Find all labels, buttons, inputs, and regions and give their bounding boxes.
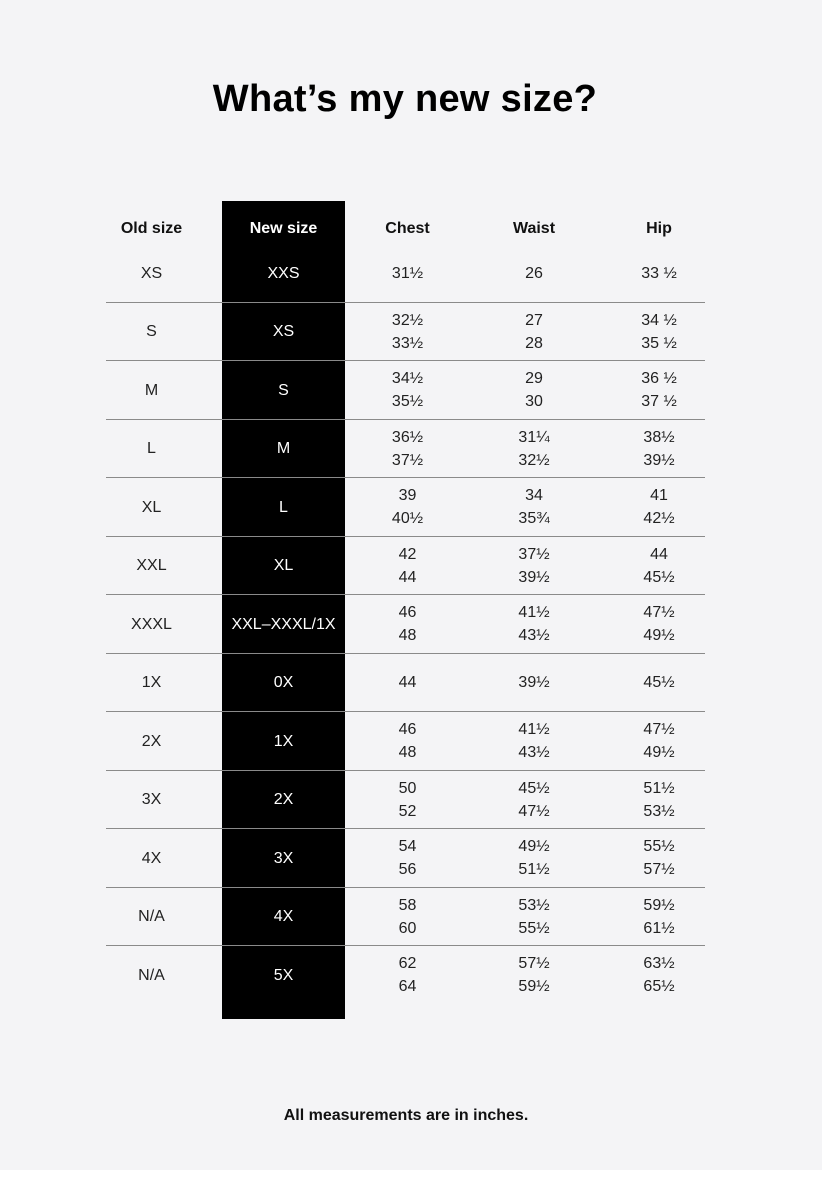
footer-note: All measurements are in inches. [283, 1107, 529, 1124]
hip-cell [600, 654, 718, 712]
new-size-cell [222, 771, 345, 829]
table-row [0, 946, 822, 1004]
old-size-cell [95, 303, 208, 361]
chest-cell [350, 888, 465, 946]
chest-cell-line: 32½ [391, 311, 424, 329]
new-size-cell-value: XS [272, 323, 295, 340]
waist-cell [474, 478, 594, 536]
hip-cell-line: 51½ [643, 779, 675, 797]
hip-cell-line: 53½ [643, 802, 675, 820]
hip-cell-line: 34 ½ [641, 311, 677, 329]
new-size-cell [222, 829, 345, 887]
hip-cell-line: 36 ½ [641, 370, 677, 387]
new-size-cell [222, 654, 345, 712]
hip-cell-line: 65½ [643, 978, 675, 995]
waist-cell [474, 244, 594, 302]
hip-cell-line: 61½ [643, 919, 675, 937]
hip-cell-line: 37 ½ [641, 393, 677, 410]
waist-cell-line: 41½ [518, 604, 550, 621]
chest-cell [350, 712, 465, 770]
waist-cell-line: 47½ [518, 802, 550, 820]
waist-cell-line: 53½ [518, 896, 550, 914]
new-size-cell-value: XXL–XXXL/1X [231, 615, 336, 633]
hip-cell-line: 35 ½ [641, 334, 677, 352]
old-size-cell [95, 420, 208, 478]
new-size-cell-value: 2X [273, 791, 294, 808]
chest-cell [350, 303, 465, 361]
waist-cell-line: 30 [525, 393, 543, 410]
new-size-cell [222, 888, 345, 946]
old-size-cell [95, 829, 208, 887]
new-size-cell-value: 4X [273, 908, 294, 925]
page-title: What’s my new size? [212, 78, 598, 120]
waist-cell [474, 595, 594, 653]
hip-cell-line: 39½ [643, 451, 675, 469]
chest-cell-line: 60 [398, 919, 417, 937]
hip-cell-line: 33 ½ [641, 264, 677, 282]
old-size-cell-value: 1X [141, 674, 162, 691]
chest-cell-line: 39 [398, 487, 417, 504]
new-size-cell [222, 478, 345, 536]
chest-cell [350, 771, 465, 829]
new-size-cell [222, 946, 345, 1004]
old-size-cell [95, 654, 208, 712]
new-size-cell [222, 712, 345, 770]
table-row [0, 361, 822, 419]
hip-cell [600, 771, 718, 829]
old-size-cell-value: XL [141, 498, 162, 516]
old-size-cell [95, 478, 208, 536]
waist-cell-line: 39½ [518, 568, 550, 586]
hip-cell [600, 244, 718, 302]
hip-cell [600, 712, 718, 770]
hip-cell [600, 946, 718, 1004]
hip-cell-line: 49½ [643, 744, 675, 761]
waist-cell-line: 41½ [518, 721, 550, 738]
new-size-cell-value: L [279, 498, 288, 516]
new-size-cell [222, 361, 345, 419]
old-size-cell [95, 244, 208, 302]
old-size-cell-value: N/A [138, 966, 165, 984]
chest-cell-line: 46 [398, 721, 417, 738]
new-size-cell [222, 420, 345, 478]
new-size-cell-value: 5X [273, 966, 294, 984]
hip-cell-line: 47½ [643, 721, 675, 738]
chest-cell-line: 44 [398, 674, 417, 691]
hip-cell-line: 47½ [643, 604, 675, 621]
waist-cell-line: 34 [525, 487, 543, 504]
chest-cell [350, 654, 465, 712]
old-size-cell-value: XS [140, 264, 163, 282]
old-size-cell [95, 537, 208, 595]
waist-cell-line: 39½ [518, 674, 550, 691]
chest-cell-line: 33½ [391, 334, 424, 352]
header-new-size: New size [249, 220, 318, 237]
waist-cell-line: 43½ [518, 627, 550, 644]
hip-cell [600, 829, 718, 887]
hip-cell-line: 59½ [643, 896, 675, 914]
chest-cell-line: 56 [398, 861, 417, 878]
hip-cell-line: 63½ [643, 955, 675, 972]
hip-cell-line: 57½ [643, 861, 675, 878]
new-size-cell-value: 1X [273, 732, 294, 750]
waist-cell [474, 420, 594, 478]
hip-cell [600, 537, 718, 595]
table-row [0, 537, 822, 595]
table-row [0, 888, 822, 946]
table-row [0, 244, 822, 302]
new-size-cell-value: XXS [267, 264, 300, 282]
chest-cell-line: 48 [398, 744, 417, 761]
new-size-cell [222, 303, 345, 361]
chest-cell-line: 52 [398, 802, 417, 820]
hip-cell [600, 888, 718, 946]
header-old-size: Old size [120, 220, 183, 237]
hip-cell-line: 55½ [643, 838, 675, 855]
waist-cell [474, 361, 594, 419]
waist-cell [474, 888, 594, 946]
chest-cell [350, 946, 465, 1004]
chest-cell-line: 44 [398, 568, 417, 586]
table-row [0, 478, 822, 536]
waist-cell [474, 946, 594, 1004]
waist-cell-line: 43½ [518, 744, 550, 761]
new-size-cell [222, 244, 345, 302]
hip-cell-line: 41 [650, 487, 668, 504]
old-size-cell [95, 946, 208, 1004]
old-size-cell-value: 2X [141, 732, 162, 750]
table-row [0, 303, 822, 361]
chest-cell-line: 36½ [391, 428, 424, 446]
new-size-cell-value: 0X [273, 674, 294, 691]
chest-cell-line: 50 [398, 779, 417, 797]
chest-cell-line: 31½ [391, 264, 424, 282]
old-size-cell-value: XXL [136, 557, 167, 574]
new-size-cell-value: XL [273, 557, 294, 574]
new-size-cell [222, 537, 345, 595]
waist-cell [474, 829, 594, 887]
waist-cell-line: 55½ [518, 919, 550, 937]
old-size-cell-value: 3X [141, 791, 162, 808]
waist-cell [474, 712, 594, 770]
waist-cell-line: 35¾ [518, 510, 550, 527]
waist-cell-line: 32½ [518, 451, 550, 469]
old-size-cell [95, 712, 208, 770]
chest-cell-line: 64 [398, 978, 417, 995]
old-size-cell-value: N/A [138, 908, 165, 925]
waist-cell-line: 51½ [518, 861, 550, 878]
new-size-cell-value: S [278, 381, 289, 399]
waist-cell-line: 31¼ [518, 428, 550, 446]
waist-cell [474, 654, 594, 712]
old-size-cell-value: L [147, 440, 156, 457]
new-size-cell-value: M [276, 440, 291, 457]
new-size-cell [222, 595, 345, 653]
waist-cell-line: 57½ [518, 955, 550, 972]
chest-cell-line: 35½ [391, 393, 424, 410]
waist-cell-line: 49½ [518, 838, 550, 855]
chest-cell-line: 37½ [391, 451, 424, 469]
hip-cell-line: 45½ [643, 568, 675, 586]
chest-cell-line: 42 [398, 545, 417, 563]
old-size-cell [95, 771, 208, 829]
hip-cell-line: 42½ [643, 510, 675, 527]
chest-cell [350, 537, 465, 595]
hip-cell [600, 303, 718, 361]
hip-cell [600, 595, 718, 653]
hip-cell-line: 49½ [643, 627, 675, 644]
header-waist: Waist [512, 220, 556, 237]
header-hip: Hip [646, 220, 672, 237]
chest-cell [350, 420, 465, 478]
chest-cell [350, 478, 465, 536]
chest-cell-line: 46 [398, 604, 417, 621]
old-size-cell-value: M [144, 381, 159, 399]
chest-cell-line: 54 [398, 838, 417, 855]
header-chest: Chest [385, 220, 430, 237]
hip-cell [600, 361, 718, 419]
waist-cell-line: 26 [525, 264, 543, 282]
table-row [0, 654, 822, 712]
old-size-cell-value: 4X [141, 849, 162, 867]
table-row [0, 420, 822, 478]
waist-cell-line: 29 [525, 370, 543, 387]
old-size-cell-value: XXXL [131, 615, 172, 633]
hip-cell [600, 420, 718, 478]
hip-cell [600, 478, 718, 536]
waist-cell [474, 771, 594, 829]
old-size-cell-value: S [146, 323, 157, 340]
waist-cell [474, 537, 594, 595]
chest-cell [350, 361, 465, 419]
chest-cell-line: 48 [398, 627, 417, 644]
waist-cell [474, 303, 594, 361]
old-size-cell [95, 595, 208, 653]
table-row [0, 595, 822, 653]
hip-cell-line: 38½ [643, 428, 675, 446]
waist-cell-line: 45½ [518, 779, 550, 797]
chest-cell-line: 62 [398, 955, 417, 972]
hip-cell-line: 45½ [643, 674, 675, 691]
chest-cell [350, 244, 465, 302]
new-size-cell-value: 3X [273, 849, 294, 867]
table-row [0, 712, 822, 770]
chest-cell-line: 40½ [391, 510, 424, 527]
chest-cell [350, 595, 465, 653]
table-row [0, 829, 822, 887]
old-size-cell [95, 888, 208, 946]
waist-cell-line: 37½ [518, 545, 550, 563]
waist-cell-line: 59½ [518, 978, 550, 995]
chest-cell-line: 34½ [391, 370, 424, 387]
chest-cell-line: 58 [398, 896, 417, 914]
chest-cell [350, 829, 465, 887]
hip-cell-line: 44 [650, 545, 668, 563]
old-size-cell [95, 361, 208, 419]
waist-cell-line: 28 [525, 334, 543, 352]
table-row [0, 771, 822, 829]
waist-cell-line: 27 [525, 311, 543, 329]
